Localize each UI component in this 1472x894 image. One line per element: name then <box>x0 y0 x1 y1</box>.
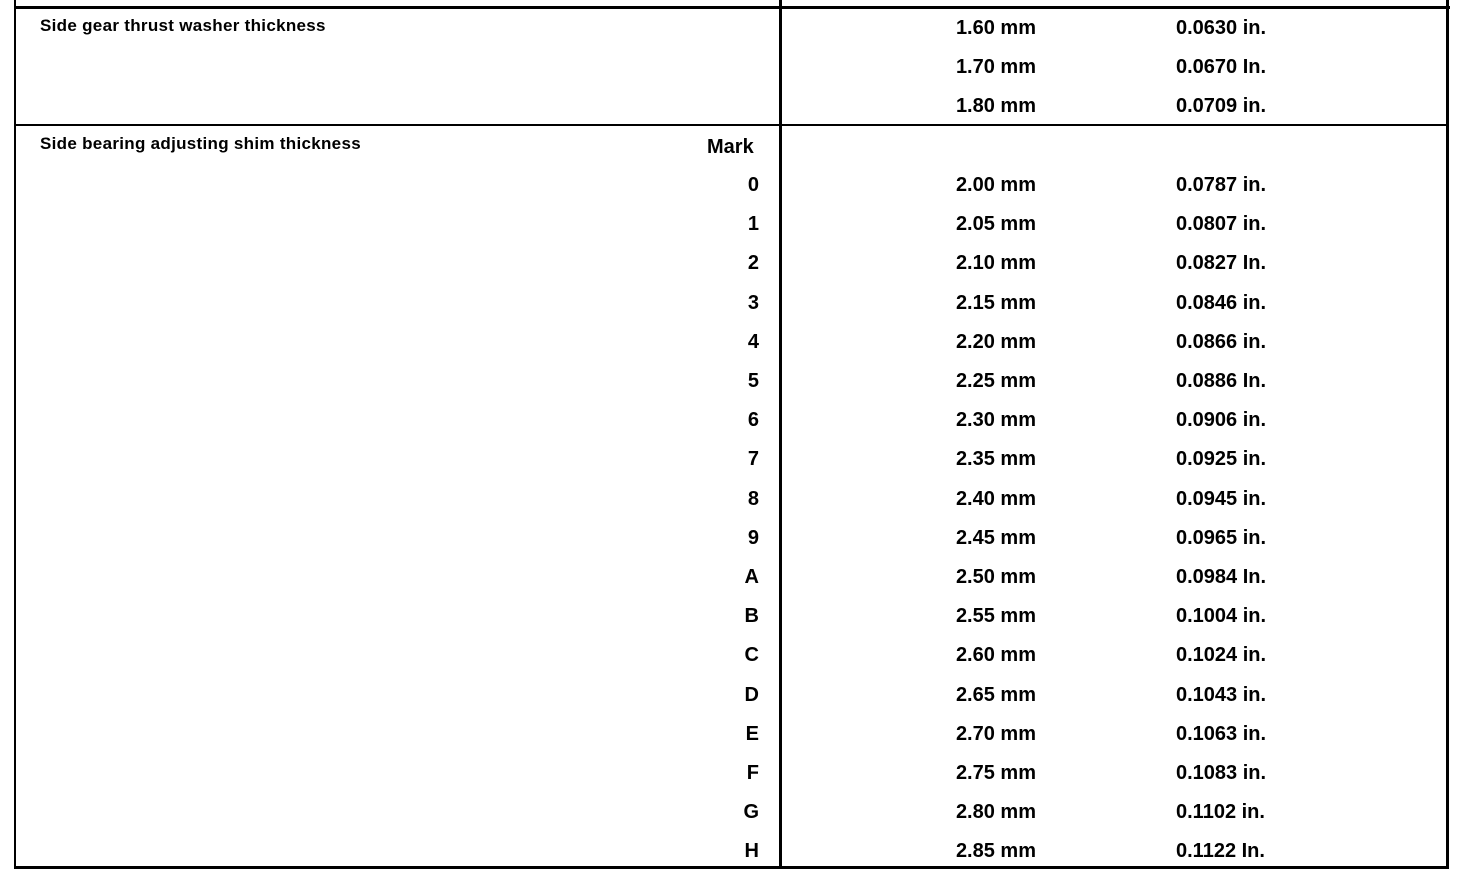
value-mm: 2.50 mm <box>955 566 1036 588</box>
shim-mark: 0 <box>747 174 759 196</box>
value-inch: 0.0787 in. <box>1176 174 1267 196</box>
section-label-thrust-washer: Side gear thrust washer thickness <box>40 16 326 35</box>
value-inch: 0.1122 In. <box>1176 840 1265 863</box>
value-mm: 2.65 mm <box>955 683 1036 706</box>
shim-mark: 1 <box>747 213 759 236</box>
value-mm: 2.25 mm <box>955 370 1036 392</box>
shim-mark: D <box>744 683 759 706</box>
shim-mark: G <box>743 801 759 824</box>
shim-mark: 5 <box>747 370 759 392</box>
table-top-border <box>14 6 1450 9</box>
value-mm: 2.60 mm <box>955 644 1036 667</box>
value-inch: 0.1102 in. <box>1176 801 1265 824</box>
shim-mark: B <box>744 605 759 628</box>
value-mm: 1.70 mm <box>955 56 1036 79</box>
shim-mark: 2 <box>747 252 759 275</box>
column-divider <box>779 0 782 868</box>
shim-mark: 7 <box>747 448 759 471</box>
shim-mark: H <box>744 840 759 863</box>
shim-mark: C <box>744 644 759 667</box>
value-mm: 2.80 mm <box>955 801 1036 824</box>
shim-mark: 9 <box>747 526 759 549</box>
value-mm: 2.45 mm <box>955 526 1036 549</box>
value-inch: 0.0709 in. <box>1176 95 1267 118</box>
value-inch: 0.0984 In. <box>1176 566 1267 588</box>
shim-mark: F <box>746 762 759 784</box>
mark-header: Mark <box>707 136 754 158</box>
value-inch: 0.1043 in. <box>1176 683 1267 706</box>
value-mm: 2.70 mm <box>955 722 1036 745</box>
value-inch: 0.0906 in. <box>1176 409 1267 432</box>
shim-mark: E <box>745 722 759 745</box>
value-mm: 2.35 mm <box>955 448 1036 471</box>
value-mm: 2.75 mm <box>955 762 1036 784</box>
shim-mark: 8 <box>747 487 759 510</box>
section-divider <box>14 124 1449 126</box>
value-inch: 0.0866 in. <box>1176 330 1267 353</box>
value-inch: 0.1004 in. <box>1176 605 1267 628</box>
value-inch: 0.0670 In. <box>1176 56 1267 79</box>
value-mm: 2.10 mm <box>955 252 1036 275</box>
value-inch: 0.0630 in. <box>1176 17 1267 39</box>
top-edge-fragment-right <box>1446 0 1449 8</box>
shim-mark: 3 <box>747 291 759 314</box>
shim-mark: 6 <box>747 409 759 432</box>
shim-mark: A <box>744 566 759 588</box>
value-mm: 2.20 mm <box>955 330 1036 353</box>
value-inch: 0.0965 in. <box>1176 526 1267 549</box>
value-inch: 0.0807 in. <box>1176 213 1267 236</box>
value-mm: 2.40 mm <box>955 487 1036 510</box>
value-inch: 0.0827 In. <box>1176 252 1267 275</box>
table-left-border <box>14 6 16 868</box>
value-mm: 2.55 mm <box>955 605 1036 628</box>
table-right-border <box>1446 6 1449 868</box>
shim-mark: 4 <box>747 330 759 353</box>
value-inch: 0.0925 in. <box>1176 448 1267 471</box>
value-inch: 0.0886 In. <box>1176 370 1267 392</box>
value-mm: 2.15 mm <box>955 291 1036 314</box>
value-mm: 2.30 mm <box>955 409 1036 432</box>
value-mm: 2.05 mm <box>955 213 1036 236</box>
value-inch: 0.0846 in. <box>1176 291 1267 314</box>
value-mm: 1.60 mm <box>955 17 1036 39</box>
value-mm: 1.80 mm <box>955 95 1036 118</box>
top-edge-fragment <box>14 0 16 8</box>
value-inch: 0.1063 in. <box>1176 722 1267 745</box>
value-mm: 2.85 mm <box>955 840 1036 863</box>
value-mm: 2.00 mm <box>955 174 1036 196</box>
value-inch: 0.1083 in. <box>1176 762 1267 784</box>
section-label-shim: Side bearing adjusting shim thickness <box>40 134 361 153</box>
table-bottom-border <box>14 866 1449 869</box>
value-inch: 0.1024 in. <box>1176 644 1267 667</box>
value-inch: 0.0945 in. <box>1176 487 1267 510</box>
